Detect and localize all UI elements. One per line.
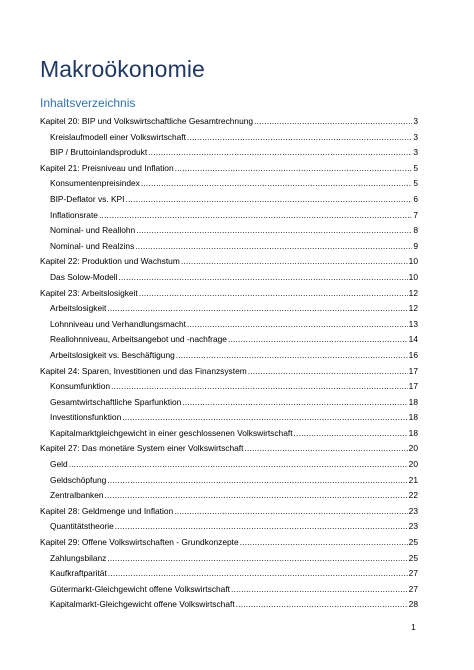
toc-entry-label: Kapitel 22: Produktion und Wachstum bbox=[40, 256, 180, 267]
toc-entry-label: Kapitel 23: Arbeitslosigkeit bbox=[40, 287, 138, 298]
toc-entry-label: Konsumfunktion bbox=[50, 381, 111, 392]
toc-dot-leader bbox=[108, 566, 408, 582]
toc-entry-page: 12 bbox=[408, 287, 418, 298]
toc-dot-leader bbox=[107, 473, 407, 489]
toc-dot-leader bbox=[141, 176, 412, 192]
toc-entry-label: Kapitalmarktgleichgewicht in einer geschlossenen Volkswirtschaft bbox=[50, 427, 293, 438]
toc-dot-leader bbox=[119, 270, 408, 286]
toc-dot-leader bbox=[176, 348, 408, 364]
toc-dot-leader bbox=[125, 192, 412, 208]
toc-entry-page: 23 bbox=[408, 505, 418, 516]
toc-entry-page: 5 bbox=[413, 178, 418, 189]
toc-entry-label: Lohnniveau und Verhandlungsmacht bbox=[50, 318, 186, 329]
toc-entry-page: 3 bbox=[413, 131, 418, 142]
toc-entry-label: BIP / Bruttoinlandsprodukt bbox=[50, 147, 148, 158]
toc-entry-label: Kapitalmarkt-Gleichgewicht offene Volkswirtschaft bbox=[50, 599, 235, 610]
toc-entry-page: 13 bbox=[408, 318, 418, 329]
toc-dot-leader bbox=[105, 488, 408, 504]
toc-dot-leader bbox=[107, 301, 407, 317]
toc-entry-label: Geld bbox=[50, 459, 68, 470]
toc-entry[interactable] bbox=[40, 176, 418, 192]
toc-dot-leader bbox=[294, 426, 408, 442]
toc-dot-leader bbox=[244, 441, 407, 457]
toc-entry[interactable] bbox=[40, 504, 418, 520]
toc-entry-label: Kapitel 27: Das monetäre System einer Volkswirtschaft bbox=[40, 443, 244, 454]
toc-entry-page: 9 bbox=[413, 240, 418, 251]
toc-dot-leader bbox=[187, 130, 412, 146]
toc-entry-label: Kapitel 24: Sparen, Investitionen und das Finanzsystem bbox=[40, 365, 247, 376]
toc-entry[interactable] bbox=[40, 254, 418, 270]
toc-dot-leader bbox=[231, 582, 408, 598]
toc-entry-page: 14 bbox=[408, 334, 418, 345]
toc-entry[interactable] bbox=[40, 270, 418, 286]
toc-entry[interactable] bbox=[40, 192, 418, 208]
toc-entry-page: 17 bbox=[408, 381, 418, 392]
toc-entry[interactable] bbox=[40, 597, 418, 613]
toc-entry[interactable] bbox=[40, 441, 418, 457]
toc-entry-label: Arbeitslosigkeit bbox=[50, 303, 107, 314]
toc-dot-leader bbox=[254, 114, 412, 130]
toc-entry[interactable] bbox=[40, 208, 418, 224]
toc-entry[interactable] bbox=[40, 239, 418, 255]
toc-dot-leader bbox=[136, 223, 412, 239]
toc-entry-label: Inflationsrate bbox=[50, 209, 98, 220]
toc-entry-label: BIP-Deflator vs. KPI bbox=[50, 193, 125, 204]
toc-entry[interactable] bbox=[40, 582, 418, 598]
toc-entry-page: 23 bbox=[408, 521, 418, 532]
toc-dot-leader bbox=[148, 145, 412, 161]
toc-entry-page: 20 bbox=[408, 443, 418, 454]
toc-entry[interactable] bbox=[40, 488, 418, 504]
toc-entry[interactable] bbox=[40, 223, 418, 239]
toc-dot-leader bbox=[228, 332, 408, 348]
toc-dot-leader bbox=[107, 551, 407, 567]
toc-entry-page: 18 bbox=[408, 396, 418, 407]
toc-entry-label: Kapitel 29: Offene Volkswirtschaften - Grundkonzepte bbox=[40, 537, 239, 548]
toc-entry-page: 20 bbox=[408, 459, 418, 470]
toc-entry-label: Zahlungsbilanz bbox=[50, 552, 107, 563]
toc-entry-page: 27 bbox=[408, 583, 418, 594]
toc-entry-page: 6 bbox=[413, 193, 418, 204]
toc-dot-leader bbox=[182, 395, 407, 411]
toc-entry[interactable] bbox=[40, 473, 418, 489]
toc-entry[interactable] bbox=[40, 130, 418, 146]
toc-entry-label: Reallohnniveau, Arbeitsangebot und -nachfrage bbox=[50, 334, 227, 345]
toc-entry[interactable] bbox=[40, 457, 418, 473]
table-of-contents bbox=[40, 114, 418, 613]
toc-entry-label: Investitionsfunktion bbox=[50, 412, 122, 423]
toc-dot-leader bbox=[139, 286, 408, 302]
page-number: 1 bbox=[411, 622, 416, 632]
toc-entry[interactable] bbox=[40, 379, 418, 395]
toc-entry[interactable] bbox=[40, 551, 418, 567]
toc-entry[interactable] bbox=[40, 332, 418, 348]
toc-entry[interactable] bbox=[40, 317, 418, 333]
toc-dot-leader bbox=[181, 254, 408, 270]
toc-dot-leader bbox=[115, 519, 408, 535]
toc-dot-leader bbox=[187, 317, 408, 333]
toc-dot-leader bbox=[135, 239, 412, 255]
toc-entry[interactable] bbox=[40, 286, 418, 302]
toc-dot-leader bbox=[99, 208, 412, 224]
toc-entry[interactable] bbox=[40, 535, 418, 551]
toc-entry-page: 3 bbox=[413, 116, 418, 126]
toc-entry[interactable] bbox=[40, 145, 418, 161]
toc-entry-page: 7 bbox=[413, 209, 418, 220]
toc-entry[interactable] bbox=[40, 566, 418, 582]
toc-dot-leader bbox=[236, 597, 408, 613]
toc-entry-page: 3 bbox=[413, 147, 418, 158]
toc-entry-page: 10 bbox=[408, 256, 418, 267]
toc-entry-page: 28 bbox=[408, 599, 418, 610]
toc-entry[interactable] bbox=[40, 410, 418, 426]
toc-entry[interactable] bbox=[40, 301, 418, 317]
toc-dot-leader bbox=[175, 161, 413, 177]
toc-dot-leader bbox=[240, 535, 408, 551]
toc-entry-page: 5 bbox=[413, 162, 418, 173]
toc-entry[interactable] bbox=[40, 395, 418, 411]
toc-dot-leader bbox=[69, 457, 408, 473]
toc-entry-label: Quantitätstheorie bbox=[50, 521, 114, 532]
document-title: Makroökonomie bbox=[40, 56, 205, 82]
toc-entry-page: 18 bbox=[408, 412, 418, 423]
toc-entry-label: Nominal- und Realzins bbox=[50, 240, 135, 251]
toc-entry[interactable] bbox=[40, 426, 418, 442]
toc-entry-label: Zentralbanken bbox=[50, 490, 104, 501]
toc-entry[interactable] bbox=[40, 114, 418, 130]
toc-entry-label: Gütermarkt-Gleichgewicht offene Volkswirtschaft bbox=[50, 583, 230, 594]
toc-heading: Inhaltsverzeichnis bbox=[40, 96, 136, 110]
toc-entry[interactable] bbox=[40, 519, 418, 535]
toc-entry-label: Kreislaufmodell einer Volkswirtschaft bbox=[50, 131, 186, 142]
toc-entry-label: Gesamtwirtschaftliche Sparfunktion bbox=[50, 396, 182, 407]
toc-entry-page: 18 bbox=[408, 427, 418, 438]
toc-entry-label: Kapitel 28: Geldmenge und Inflation bbox=[40, 505, 174, 516]
toc-dot-leader bbox=[174, 504, 408, 520]
toc-entry-label: Kaufkraftparität bbox=[50, 568, 107, 579]
toc-entry-page: 21 bbox=[408, 474, 418, 485]
toc-entry[interactable] bbox=[40, 364, 418, 380]
toc-entry-label: Arbeitslosigkeit vs. Beschäftigung bbox=[50, 349, 175, 360]
toc-entry-label: Kapitel 21: Preisniveau und Inflation bbox=[40, 162, 174, 173]
toc-entry-label: Konsumentenpreisindex bbox=[50, 178, 140, 189]
toc-entry-page: 22 bbox=[408, 490, 418, 501]
toc-entry-page: 25 bbox=[408, 552, 418, 563]
toc-dot-leader bbox=[122, 410, 407, 426]
toc-entry-label: Kapitel 20: BIP und Volkswirtschaftliche Gesamtrechnung bbox=[40, 116, 254, 126]
toc-entry-page: 12 bbox=[408, 303, 418, 314]
toc-dot-leader bbox=[111, 379, 408, 395]
toc-entry-page: 8 bbox=[413, 225, 418, 236]
toc-entry-page: 25 bbox=[408, 537, 418, 548]
toc-entry[interactable] bbox=[40, 348, 418, 364]
toc-entry-page: 16 bbox=[408, 349, 418, 360]
toc-entry-page: 10 bbox=[408, 271, 418, 282]
toc-entry[interactable] bbox=[40, 161, 418, 177]
toc-entry-label: Nominal- und Reallohn bbox=[50, 225, 136, 236]
toc-entry-page: 17 bbox=[408, 365, 418, 376]
toc-entry-label: Geldschöpfung bbox=[50, 474, 107, 485]
toc-dot-leader bbox=[248, 364, 408, 380]
toc-entry-label: Das Solow-Modell bbox=[50, 271, 118, 282]
toc-entry-page: 27 bbox=[408, 568, 418, 579]
